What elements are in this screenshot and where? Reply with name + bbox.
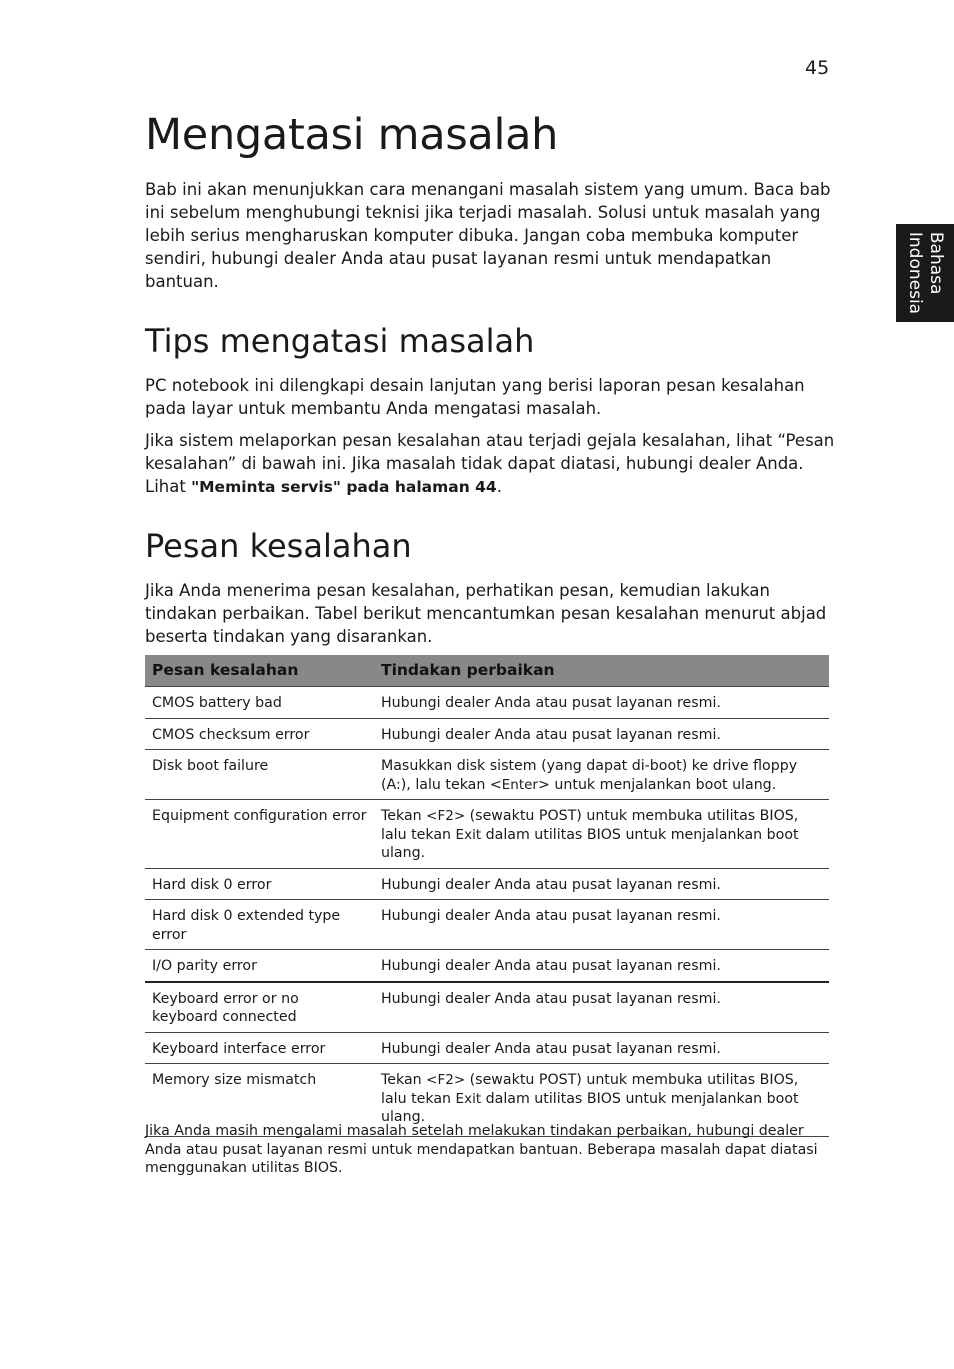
corrective-action-cell: Hubungi dealer Anda atau pusat layanan resmi. [374, 868, 829, 900]
error-message-cell: CMOS battery bad [145, 687, 374, 719]
tips-text-2-start: Jika sistem melaporkan pesan kesalahan atau terjadi gejala kesalahan, lihat “Pesan kesalahan” di bawah ini. Jika masalah tidak dapat diatasi, hubungi dealer Anda. Lihat [145, 431, 835, 496]
error-message-cell: CMOS checksum error [145, 718, 374, 750]
action-text: dalam utilitas BIOS untuk menjalankan boot ulang. [381, 1090, 799, 1125]
table-row [145, 868, 829, 900]
intro-paragraph [145, 178, 835, 293]
action-text: (sewaktu POST) untuk membuka utilitas BIOS, lalu tekan [381, 1072, 799, 1107]
enter-key-label: Enter [501, 776, 538, 793]
table-row [145, 1032, 829, 1064]
table-row [145, 982, 829, 1033]
language-tab-label [904, 232, 946, 314]
errors-intro-paragraph [145, 579, 835, 648]
corrective-action-cell: Hubungi dealer Anda atau pusat layanan resmi. [374, 900, 829, 950]
table-row [145, 800, 829, 869]
tips-text-1: PC notebook ini dilengkapi desain lanjutan yang berisi laporan pesan kesalahan pada layar untuk membantu Anda mengatasi masalah. [145, 376, 805, 418]
language-tab-line2: Indonesia [905, 231, 925, 315]
f2-key-label: <F2> [426, 808, 466, 824]
error-message-cell: Hard disk 0 error [145, 868, 374, 900]
error-message-cell: Disk boot failure [145, 750, 374, 800]
tips-paragraph-1 [145, 374, 835, 420]
error-message-cell: Memory size mismatch [145, 1064, 374, 1137]
corrective-action-cell: Hubungi dealer Anda atau pusat layanan resmi. [374, 718, 829, 750]
corrective-action-cell: Hubungi dealer Anda atau pusat layanan resmi. [374, 950, 829, 982]
table-row [145, 750, 829, 800]
table-row [145, 950, 829, 982]
tips-text-2-end: . [496, 477, 502, 496]
tips-paragraph-2 [145, 429, 835, 499]
f2-key-label: <F2> [426, 1072, 466, 1088]
action-text: (sewaktu POST) untuk membuka utilitas BIOS, lalu tekan [381, 808, 799, 843]
corrective-action-cell [374, 800, 829, 869]
language-tab-line1: Bahasa [926, 231, 946, 295]
action-text: dalam utilitas BIOS untuk menjalankan boot ulang. [381, 826, 799, 861]
action-text: Tekan [381, 1072, 427, 1088]
tips-heading: Tips mengatasi masalah [145, 322, 535, 360]
page-title: Mengatasi masalah [145, 110, 559, 160]
table-footnote: Jika Anda masih mengalami masalah setelah melakukan tindakan perbaikan, hubungi dealer Anda atau pusat layanan resmi untuk mendapatkan bantuan. Beberapa masalah dapat diatasi menggunakan utilitas BIOS. [145, 1123, 818, 1176]
corrective-action-cell [374, 750, 829, 800]
table-row [145, 900, 829, 950]
error-message-cell: Hard disk 0 extended type error [145, 900, 374, 950]
error-message-cell: I/O parity error [145, 950, 374, 982]
exit-key-label: Exit [455, 1090, 482, 1107]
action-text: Tekan [381, 808, 427, 824]
column-header-action: Tindakan perbaikan [374, 655, 829, 687]
table-row [145, 718, 829, 750]
corrective-action-cell: Hubungi dealer Anda atau pusat layanan resmi. [374, 687, 829, 719]
table-row [145, 687, 829, 719]
service-link[interactable]: "Meminta servis" pada halaman 44 [191, 478, 497, 496]
page-number: 45 [805, 57, 830, 79]
action-text: Masukkan disk sistem (yang dapat di-boot) ke drive floppy (A:), lalu tekan < [381, 758, 798, 793]
error-message-cell: Keyboard interface error [145, 1032, 374, 1064]
errors-heading: Pesan kesalahan [145, 527, 412, 565]
table-header-row [145, 655, 829, 687]
tips-text-2 [145, 429, 835, 499]
errors-intro-text: Jika Anda menerima pesan kesalahan, perhatikan pesan, kemudian lakukan tindakan perbaikan. Tabel berikut mencantumkan pesan kesalahan menurut abjad beserta tindakan yang disarankan. [145, 581, 827, 646]
corrective-action-cell: Hubungi dealer Anda atau pusat layanan resmi. [374, 1032, 829, 1064]
column-header-message: Pesan kesalahan [145, 655, 374, 687]
action-text: > untuk menjalankan boot ulang. [538, 776, 777, 793]
error-message-cell: Keyboard error or no keyboard connected [145, 982, 374, 1033]
error-message-cell: Equipment configuration error [145, 800, 374, 869]
intro-text: Bab ini akan menunjukkan cara menangani masalah sistem yang umum. Baca bab ini sebelum menghubungi teknisi jika terjadi masalah. Solusi untuk masalah yang lebih serius mengharuskan komputer dibuka. Jangan coba membuka komputer sendiri, hubungi dealer Anda atau pusat layanan resmi untuk mendapatkan bantuan. [145, 180, 831, 291]
error-messages-table [145, 655, 829, 1137]
corrective-action-cell: Hubungi dealer Anda atau pusat layanan resmi. [374, 982, 829, 1033]
language-tab [896, 224, 954, 322]
exit-key-label: Exit [455, 826, 482, 843]
